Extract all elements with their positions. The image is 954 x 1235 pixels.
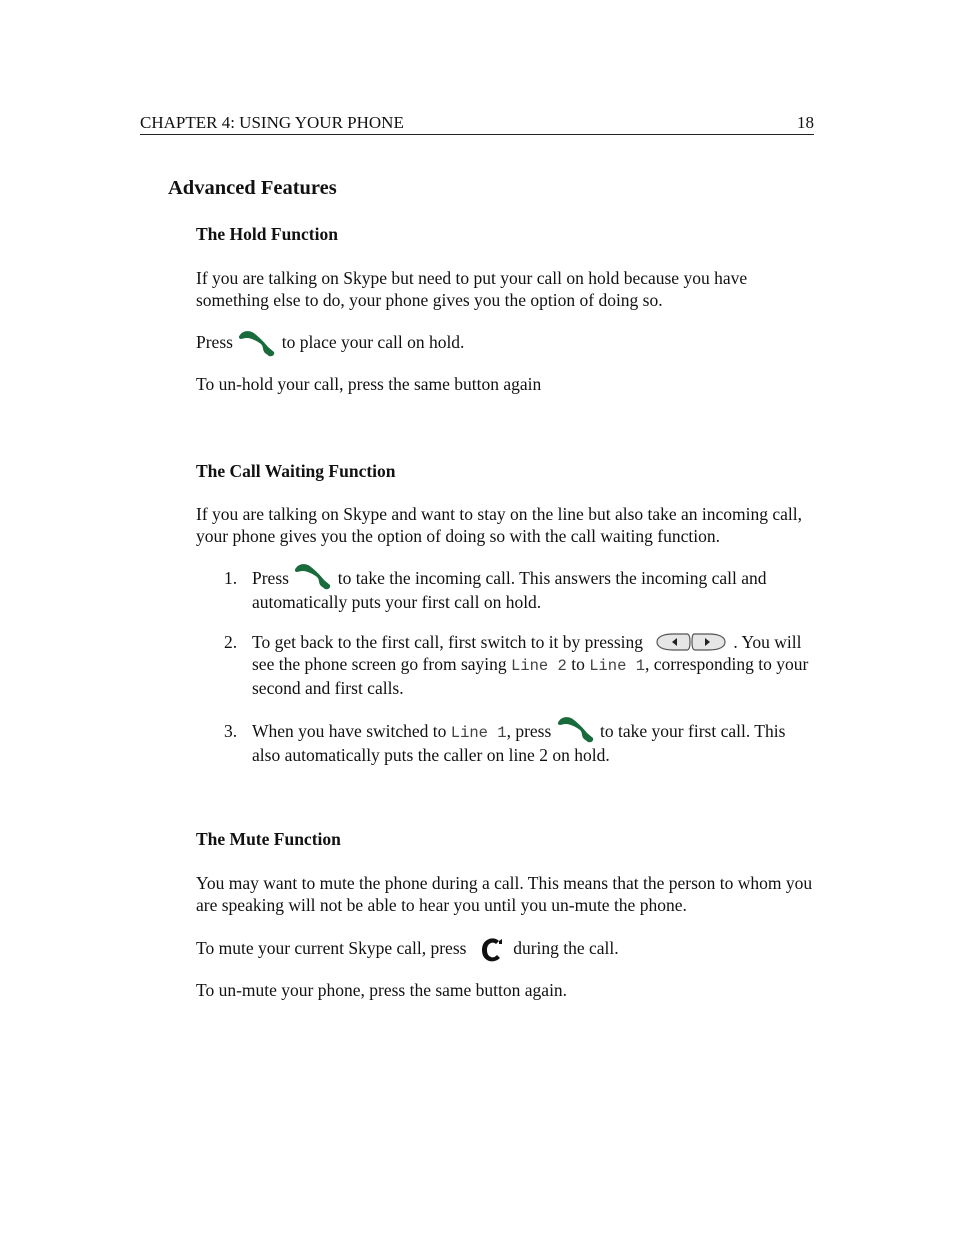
step1-before: Press — [252, 568, 289, 588]
mute-heading: The Mute Function — [196, 829, 341, 849]
green-handset-icon — [237, 330, 277, 358]
step2-code1: Line 2 — [511, 657, 567, 675]
left-right-arrow-buttons-icon — [653, 631, 729, 653]
hold-unhold: To un-hold your call, press the same button again — [196, 374, 542, 394]
mute-press-line — [196, 936, 619, 964]
hold-press-before: Press — [196, 332, 233, 353]
hold-press-after: to place your call on hold. — [281, 332, 465, 353]
hold-heading: The Hold Function — [196, 224, 338, 244]
step3-mid: , press — [506, 721, 552, 741]
chapter-title: CHAPTER 4: USING YOUR PHONE — [140, 113, 404, 132]
step2-code2: Line 1 — [589, 657, 646, 675]
step2-mid: to — [571, 654, 585, 674]
c-key-icon — [479, 936, 505, 964]
list-number: 1. — [224, 568, 238, 588]
step2-after2: , corresponding to your second and first calls. — [252, 654, 809, 698]
mute-press-after: during the call. — [513, 938, 619, 959]
list-item — [224, 631, 816, 699]
green-handset-icon — [293, 563, 333, 591]
list-item — [224, 720, 816, 766]
step3-after: to take your first call. This also automatically puts the caller on line 2 on hold. — [252, 721, 786, 765]
section-title: Advanced Features — [168, 177, 337, 199]
step3-code: Line 1 — [450, 724, 507, 742]
hold-intro: If you are talking on Skype but need to put your call on hold because you have something else to do, your phone gives you the option of doing so. — [196, 268, 748, 310]
hold-press-line — [196, 330, 464, 358]
step1-after: to take the incoming call. This answers the incoming call and automatically puts your first call on hold. — [252, 568, 767, 612]
step3-before: When you have switched to — [252, 721, 447, 741]
step2-before: To get back to the first call, first switch to it by pressing — [252, 632, 643, 652]
step2-after1: . You will see the phone screen go from saying — [252, 632, 802, 674]
page-header — [140, 113, 814, 135]
list-number: 3. — [224, 721, 238, 741]
page-number: 18 — [797, 113, 814, 132]
call-waiting-intro: If you are talking on Skype and want to stay on the line but also take an incoming call, your phone gives you the option of doing so with the call waiting function. — [196, 504, 803, 546]
mute-press-before: To mute your current Skype call, press — [196, 938, 467, 959]
green-handset-icon — [556, 716, 596, 744]
call-waiting-heading: The Call Waiting Function — [196, 461, 396, 481]
mute-intro: You may want to mute the phone during a call. This means that the person to whom you are speaking will not be able to hear you until you un-mute the phone. — [196, 873, 813, 915]
mute-unmute: To un-mute your phone, press the same button again. — [196, 980, 568, 1000]
list-item — [224, 567, 816, 613]
list-number: 2. — [224, 632, 238, 652]
